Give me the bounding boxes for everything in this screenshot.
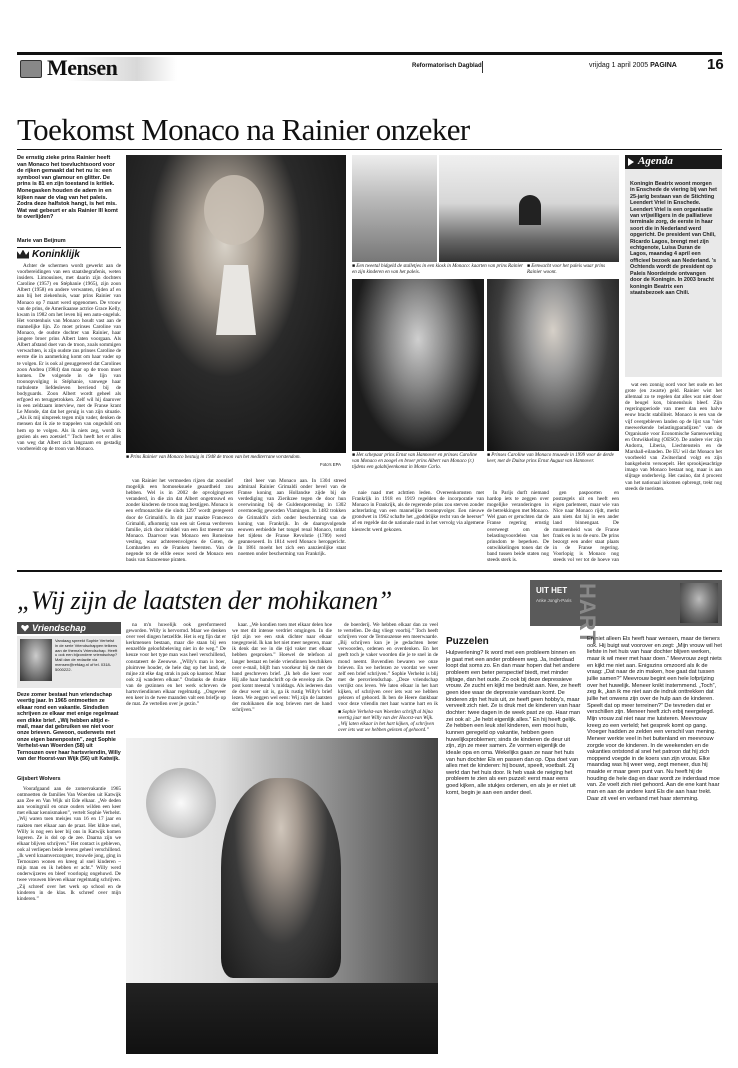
hart-portrait: [680, 583, 718, 623]
caption-bullet: ■: [338, 710, 343, 715]
caption-rainier-text: Prins Rainier van Monaco bestuig in 1948 de troon van het mediterrane vorstendom.: [130, 455, 301, 460]
article2-body3: kaar. „We kondien toen met elkaar delen hoe we met dit intense verdriet omgingen. In die tijd zijn we een stuk dichter naar elkaar toegegroeid. Ik kan het niet meer negeren, maar ik denk dat we in die tijd vaker met elkaar hebben gesproken.” Hoewel de telefoon al langer bestaat en beide vriendinnen beschikken over e-mail, blijft hun voorkeur bij de met de hand geschreven brief. „Ik heb die keer voor Hij alle haar handschrift op de envelop zie. De post komt meestal 's middags. Als iedereen dan de deur weer uit is, ga ik rustig Willy's brief lezen. We zeggen wel eens: Wij zijn de laatsten der mohikanen die nog brieven met de hand schrijven.”: [232, 622, 332, 714]
agenda-text: Koningin Beatrix woont morgen in Enschede de viering bij van het 25-jarig bestaan van de Stichting Leendert Vriel in Enschede. Leendert Vriel is een organisatie van vrijwilligers in de palliatieve terminale zorg, de eerste in haar soort die in Nederland werd opgericht. De president van Chili, Ricardo Lagos, brengt met zijn echtgenote, Luisa Duran de Lagos, maandag 4 april een officieel bezoek aan Nederland. 's Ochtends wordt de president op Paleis Noordeinde ontvangen door de Koningin. In 2003 bracht koningin Beatrix een staatsbezoek aan Chili.: [630, 181, 717, 296]
header-top-rule: [17, 52, 722, 55]
header-divider: [482, 61, 483, 73]
article1-col5: [487, 490, 549, 563]
article1-col4: [352, 490, 484, 563]
article2-col3: [232, 622, 332, 730]
article2-caption-text: Sophie Verhelst-van Woerden schrijft al bijna veertig jaar met Willy van der Hoorst-van Wijk. „Wij laten elkaar in het hart kijken, of schrijven over iets wat we hebben gelezen of gehoord.”: [338, 710, 434, 733]
intro-box: [17, 636, 121, 688]
photo-caroline: [487, 279, 619, 451]
intro-text: Vandaag spreekt Sophie Verhelst in de serie Vriendschappen telkens aan de thema's Vriendschap. Heeft u ook een bijzondere vriendschap? Mail dan de redactie via mensen@refdag.nl of tel. 0318-5000222.: [55, 639, 118, 672]
photo-sophie-table: [126, 983, 438, 1054]
paper-name: Reformatorisch Dagblad: [412, 63, 482, 69]
article1-body2: van Rainier het vermoeden rijzen dat zoonlief mogelijk een homoseksuele geaardheid zou hebben. Wel is in 2002 de opvolgingswet veranderd, in die zin dat Albert ongetrouwd en zonder kinderen de troon mag bestijgen. Monaco is een erfmonarchie die sinds 1297 wordt geregeerd door de Grimaldi's. In dit jaar maakte Francesco Grimaldi, afkomstig van een uit Genua verdreven familie, zich door middel van een list meester van Monaco. Daarvoor was Monaco een Romeinse vesting, waar achtereenvolgens de Goten, de Lombarden en de Franken heersten. Van de negende tot de elfde eeuw werd de Monaco een basis van Saraceense piraten.: [126, 478, 233, 563]
article2-body4: de boerderij. We hebben elkaar dan zo veel te vertellen. De dag vliegt voorbij.” Toch heeft schrijven voor de Ternouzense een meerwaarde. „Bij schrijven kun je je gedachten beter verwoorden, ordenen en overdenken. En het geeft toch je vaker woorden die je te snel in de mond neemt. Bovendien bewaren we onze brieven. En we herlezen ze voordat we weer zelf een brief schrijven.” Sophie Verhelst is blij met de persvriendschap. „Deze vriendschap verrijkt ons leven. We laten elkaar in het hart kijken, of schrijven over iets wat we hebben gelezen of gehoord. Ik ben de Heere dankbaar voor deze vriendin met haar warme hart en ik: [338, 622, 438, 707]
hart-title-big: HART: [575, 583, 600, 645]
photo-galabal: [352, 279, 484, 451]
caption-bullet: ■: [352, 264, 357, 269]
hart-header: [530, 580, 722, 645]
article1-body5: In Parijs durft niemand hardop iets te zeggen over mogelijke veranderingen in de betrekkingen met Monaco. Wel gaan er geruchten dat de Franse regering ernstig overweegt om de belastingvoordelen van het prinsdom te beperken. De ontwikkelingen tonen dat de band tussen beide staten nog steeds sterk is.: [487, 490, 549, 563]
article2-col2: [126, 622, 226, 730]
photo-sophie-flowers: [146, 768, 216, 838]
header-date: [589, 62, 677, 69]
article-separator: [17, 570, 722, 572]
photo-rainier-shirt: [216, 265, 256, 335]
section-header: [17, 57, 722, 85]
caption-paleis: [527, 264, 619, 276]
section-title: Mensen: [47, 55, 118, 80]
article2-col1: [17, 786, 121, 1054]
page-label: PAGINA: [650, 62, 677, 69]
photo-paleis: [439, 155, 619, 262]
article1-body6: gen paspoorten en postzegels uit en heeft een eigen parlement, maar wie van Nice naar Monaco rijdt, merkt aan niets dat hij in een ander land binnengaat. De munteenheid was de Franse frank en is nu de euro. De prins bezorgt een ander staat plaats in de Franse regering. Voorlopig is Monaco nog steeds vol ver tot de hoeve van: [553, 490, 619, 563]
article2-byline: Gijsbert Wolvers: [17, 776, 61, 782]
photo-credit-1: Foto's EPA: [320, 462, 342, 467]
article2-caption: [338, 710, 438, 734]
article1-col2: [126, 478, 233, 563]
caption-rainier: [126, 455, 331, 461]
article1-body7: wat een zonnig oord voor het oude en het grote (en zwarte) geld. Rainier wist het allemaal zo te regelen dat alles wat niet door de beugel kon, binnenshuis bleef. Zijn regeringsperiode van meer dan een halve eeuw bracht stabiliteit. Monaco is een van de vijf overgebleven landen op de lijst van "niet meewerkende belastingparadijzen" van de Organisatie voor Economische Samenwerking en Ontwikkeling (OESO). De andere vier zijn Andorra, Liberia, Liechtenstein en de Marshall-eilanden. De EU wil dat Monaco het voorbeeld van Zwitserland volgt en zijn bankgeheim versoepelt. Het sprookjesachtige imago van Monaco bestaat nog, maar is aan slijtage onderhevig. Het casino, dat 4 procent van het nationaal inkomen opbrengt, trekt nog steeds de toeristen.: [625, 382, 722, 492]
photo-sophie: [126, 738, 438, 1054]
caption-caroline-text: Prinses Caroline van Monaco trouwde in 1999 voor de derde keer, met de Duitse prins Ernst August van Hannover.: [487, 453, 614, 464]
article1-body3: titel heer van Monaco aan. In 1304 streed admiraal Rainier Grimaldi onder bevel van de Franse koning aan Hollandse zijde bij de verdediging van Zierikzee tegen de door hun overwinning bij de Guldensporenslag in 1302 overmoedig geworden Vlamingen. In 1482 trokken de Grimaldi's zich onder bescherming van de koning van Frankrijk. In de daaropvolgende eeuwen eerbiedde het tongel renal Monaco, totdat het tijdens de Franse Revolutie (1789) werd geannexeerd. In 1814 werd Monaco heropgericht. In 1861 moeht het zich een aanzienlijke staat noemen onder bescherming van Frankrijk.: [238, 478, 346, 558]
caption-kiosk: [352, 264, 524, 276]
photo-paleis-door: [519, 195, 541, 225]
article1-byline: Marie van Beijnum: [17, 238, 66, 244]
agenda-box: [625, 155, 722, 377]
photo-rainier-face: [204, 175, 264, 245]
article1-col7: [625, 382, 722, 563]
hart-column-title: Puzzelen: [446, 636, 489, 647]
caption-kiosk-text: Een tweetal bidgeld de stalletjes in een kiosk in Monaco: kaarten van prins Rainier en zijn kinderen en van het paleis.: [352, 264, 524, 275]
caption-galabal-text: Het schepaar prins Ernst van Hannover en prinses Caroline van Monaco en zoogel en broer prins Albert van Monaco (r.) tijdens een galabijeenkomst in Monte Carlo.: [352, 453, 477, 470]
caption-bullet: ■: [487, 453, 492, 458]
page-number: 16: [707, 56, 724, 73]
article1-col6: [553, 490, 619, 563]
agenda-arrow-icon: [628, 158, 634, 166]
caption-bullet: ■: [527, 264, 532, 269]
article2-body1: Voorafgaand aan de zomervakantie 1965 ontmoetten de families Van Woerden uit Katwijk aan Zee en Van Wijk uit Ede elkaar. „We deden aan woningruil en onze ouders wilden een keer met elkaar kennismaken”, vertelt Sophie Verhelst. „Wij waren toen meisjes van 16 en 17 jaar en raakten met elkaar aan de praat. Het klikte snel, Willy is nog een keer bij ons in Katwijk komen logeren. Ze is dol op de zee. Daarna zijn we elkaar blijven schrijven.” Het contact is gebleven, ook al verliepen beide levens geheel verschillend. „Ik werd kraamverzorgster, trouwde jong, ging in Ternouzen wonen en kreeg al snel kinderen – mijn man en ik hebben er acht.” Willy werd onderwijzeres en bleef voorlopig ongehuwd. De twee vrouwen bleven elkaar regelmatig schrijven. „Zij schreef over het werk op school en de kinderen in de klas. Ik schreef over mijn kinderen.”: [17, 786, 121, 902]
hart-title-top: UIT HET: [536, 586, 568, 595]
crown-icon: [17, 250, 29, 259]
rubric-koninklijk: [17, 247, 121, 260]
hart-byline: Anke Jongh-Paris: [536, 598, 572, 603]
article2-col4: [338, 622, 438, 707]
article1-col1: [17, 263, 121, 563]
caption-paleis-text: Eenwacht voor het paleis waar prins Rainier woont.: [527, 264, 606, 275]
caption-bullet: ■: [352, 453, 357, 458]
photo-sophie-figure: [221, 778, 341, 978]
photo-kiosk: [352, 155, 437, 262]
rubric-vriendschap-label: Vriendschap: [32, 623, 86, 633]
article1-lead: De ernstig zieke prins Rainier heeft van Monaco het toevluchtsoord voor de rijken gemaakt dat het nu is: een symbool van glamour en glitter. De prins is 81 en zijn toestand is kritiek. Monegasken houden de adem in en kijken naar de vlag van het paleis. Zodra deze halfstok hangt, is het mis. Wat wat gebeurt er als Rainier III komt te overlijden?: [17, 155, 118, 221]
article1-headline: Toekomst Monaco na Rainier onzeker: [17, 112, 470, 147]
rubric-vriendschap: [17, 622, 121, 634]
article1-body4: naie naad met achttien leden. Overeenkomsten met Frankrijk in 1918 en 1919 regelden de incorporatie van Monaco in Frankrijk, als de regerende prins zou sterven zonder achterlating van een mannelijke troonopvolger. Een nieuwe grondwet in 1962 schafte het „goddelijke recht van de heerser” af en regelde dat de nationale raad in het vervolg via algemene kiesrecht werd gekozen.: [352, 490, 484, 533]
agenda-title: Agenda: [638, 155, 673, 167]
article2-body2: na m'n huwelijk ook gereformeerd geworden. Willy is hervormd. Maar we denken over veel dingen hetzelfde. Het is erg fijn dat er kerkmensen bestaan, maar die staan bij een eenzelfde geloofsbeleving niet in de weg.” De keuze voor het type man was heel verschillend, constateert de Zeeuwse. „Willy's man is boer, pluimvee houder, de hele dag op het land, de mijne zit elke dag strak in pak op kantoor. Maar ook zij wanderen elkaar.” Ondanks de drukte van de gezinnen en het werk schreven de hartsvriendinnen elkaar regelmatig. „Ongeveer een keer in de twee maanden valt een briefje op de mat. Ze vertellen over je gezin.”: [126, 622, 226, 708]
section-icon: [20, 60, 42, 78]
article1-col3: [238, 478, 346, 563]
article1-body1: Achter de schermen wordt gewerkt aan de voorbereidingen van een staatsbegrafenis, weten insiders. Limousines, met daarin zijn dochters Caroline (1957) en Stéphanie (1965), zijn zoon Albert (1958) en andere verwanten, rijden af en aan bij het ziekenhuis, waar prins Rainier van Monaco op 7 maart werd opgenomen. De vrouw van de prins, de Amerikaanse actrice Grace Kelly, kwam in 1982 om het leven bij een auto-ongeluk. Het vorstenhuis van Monaco houdt vast aan de mannelijke lijn. Zo moet prinses Caroline van Monaco, de oudste dochter van Rainier, haar jongere broer prins Albert laten voorgaan. Als Albert afstand doet van de troon, zoals sommigen verwachten, is zijn oudste zus prinses Caroline de eerste die in aanmerking komt om haar vader op te volgen. Er is ook al gesuggereerd dat Carolines zoon Andrea (1984) dan maar op de troon moet komen. De volgende in de lijn van troonopvolging is Stéphanie, vanwege haar turbulente liefdesleven bevriend bij de bodyguards. Zoon Albert wordt geheel als erfgoed en teruggetrokken. Zelf wil hij daarover in een zeldzaam interview, met de Franse krant Le Monde, dat dat het geruig is van zijn situatie. „Als ik mij uitspreek tegen mijn vader, denken de mensen dat ik zie te trappelen van ongeduld om hem op te volgen. Als ik niets zeg, wordt ik gezien als een zoetsief.” Toch heeft het er alles van weg dat Albert zich langzaam en gestadig voorbereidt op de troon van Monaco.: [17, 263, 121, 452]
rubric-label: Koninklijk: [32, 248, 80, 260]
date-text: vrijdag 1 april 2005: [589, 62, 649, 69]
intro-portrait: [20, 639, 52, 681]
caption-caroline: [487, 453, 619, 465]
hart-col1: Hulpverlening? Ik word met een probleem binnen en je gaat met een ander probleem weg. Ja, inderdaad loopt dat soms zo. En dan maar hopen dat het andere probleem een beter perspectief biedt, met minder slijtage, dan het oude. Zo ook bij deze depressieve vrouw. Ze zucht en kijkt me bedrukt aan. Nee, ze heeft geen idee waar de depressie vandaan komt. De kinderen zijn het huis uit, ze heeft geen hobby's, maar verveelt zich niet. Ze is druk met de kinderen van haar dochter: twee dagen in de week past ze op. Haar man zei ook al: „Je hebt eigenlijk alles.” En hij heeft gelijk. Ze hebben een leuk stel kinderen, een mooi huis, kunnen geregeld op vakantie, hebben geen huwelijksproblemen; sinds de kinderen de deur uit zijn, zijn ze meer samen. Ze vormen eigenlijk de ideale opa en oma. Wekelijks gaan ze naar het huis van hun dochter Els en passen dan op. Opa doet van alles met de kinderen: hij bouwt, speelt, voetbalt. Zij werkt dan het huis door. Ik heb vaak de neiging het probleem te zien als een puzzel: eerst maar eens goed kijken, alle stukjes ordenen, en als je er niet uit komt, begin je aan een ander deel.: [446, 650, 581, 796]
heart-icon: [21, 625, 29, 632]
photo-rainier: [126, 155, 346, 453]
article2-headline: „Wij zijn de laatsten der mohikanen”: [17, 586, 392, 615]
headline-rule: [17, 149, 722, 150]
caption-bullet: ■: [126, 455, 131, 460]
caption-galabal: [352, 453, 484, 471]
hart-col2: En niet alleen Els heeft haar wensen, maar de tieners ook. Hij buigt wat voorover en zegt: „Mijn vrouw wil het liefste in het huis van haar dochter blijven werken, maar ik wil meer met haar doen.” Meevrouw zegt niets en kijkt me niet aan. Enigszins omzoord als ik de vraag: „Dat naar de zin maken, hoe gaat dat tussen jullie samen?” Meevrouw begint een hele lofprijzing over het huwelijk. Meneer knikt instemmend. „Toch”, zeg ik, „kan ik me niet aan de indruk onttrekken dat jullie het onwens zijn over de hulp aan de kinderen. Speelt dat op meer terreinen?” De tevreden dat er verschillen zijn. Meneer heeft zich erbij neergelegd. Mijn vrouw zal niet naar me luisteren. Meevrouw kreeg zo een verteld; het gesprek komt op gang. Vroeger hadden ze zelden een verschil van mening. Meneer werkte veel in het buitenland en meevrouw zorgde voor de kinderen. In de weekenden en de vakanties ontstond al snel het patroon dat hij zich moppend voegde in de koers van zijn vrouw. Elke maandag was hij weer weg, zegt meneer, dus hij maakte er maar geen punt van. Nu heeft hij de houding de hele dag en daar wordt ze inderdaad moe van. Ze voelt zich niet gehoord. Aan de ene kant haar man en aan de andere kant Els die aan haar trekt. Daar zit veel en verband met haar stemming.: [587, 636, 722, 802]
agenda-title-bar: [625, 155, 722, 169]
article2-lead: Deze zomer bestaat hun vriendschap veertig jaar. In 1965 ontmoetten ze elkaar rond een vakantie. Sindsdien schrijven ze elkaar met enige regelmaat een dikke brief. „Wij hebben altijd e-mail, maar dat gebruiken we niet voor onze brieven. Gewoon, ouderwets met onze eigen banenposten”, zegt Sophie Verhelst-van Woerden (58) uit Ternouzen over haar hartsvriendin, Willy van der Hoorst-van Wijk (56) uit Katwijk.: [17, 692, 121, 763]
